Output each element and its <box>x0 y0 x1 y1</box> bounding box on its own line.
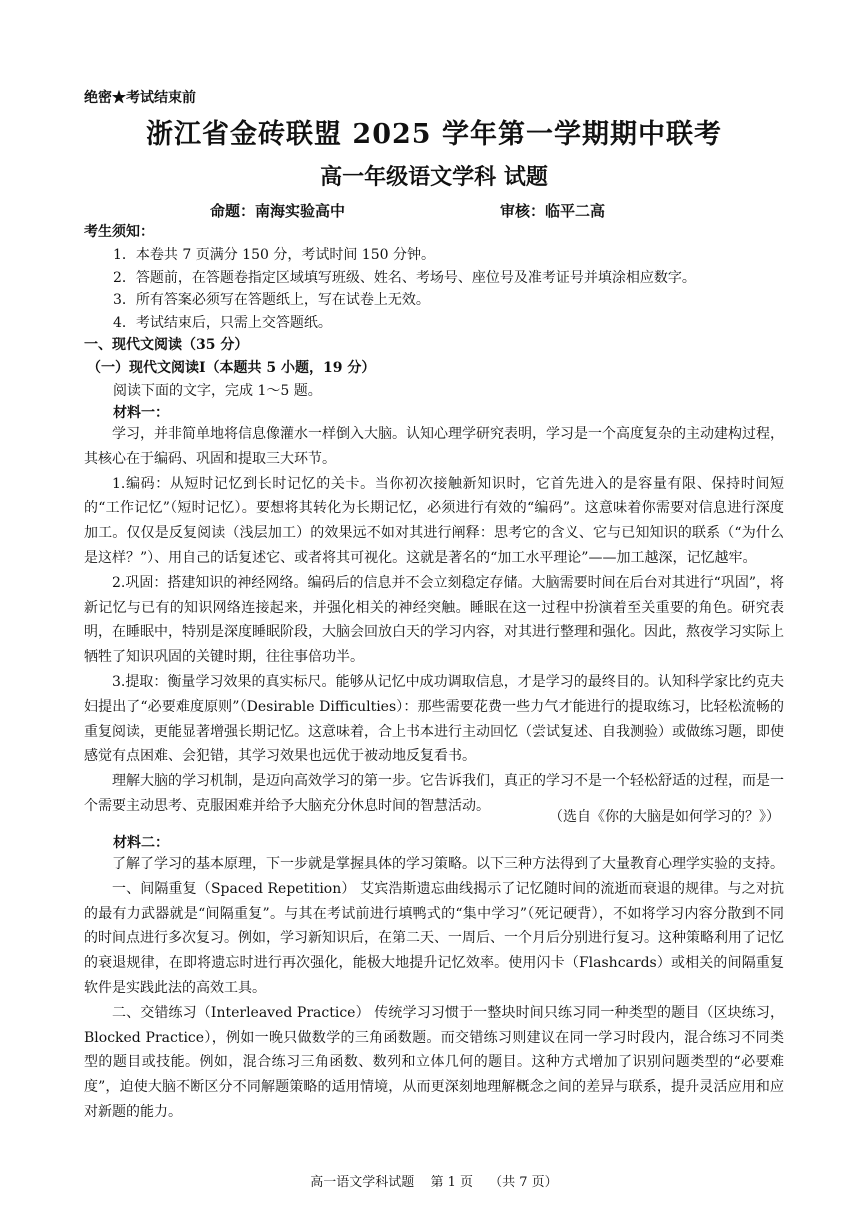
material-one-source: （选自《你的大脑是如何学习的？》） <box>549 809 780 825</box>
notice-item: 4．考试结束后，只需上交答题纸。 <box>113 314 332 331</box>
notice-item: 3．所有答案必须写在答题纸上，写在试卷上无效。 <box>113 292 430 308</box>
secret-label: 绝密★考试结束前 <box>84 90 196 106</box>
notice-list <box>113 244 696 334</box>
author-reviewer: 审核：临平二高 <box>500 202 606 220</box>
page-footer <box>0 1171 868 1190</box>
notice-item: 2．答题前，在答题卷指定区域填写班级、姓名、考场号、座位号及准考证号并填涂相应数字。 <box>113 269 696 286</box>
paragraph: 1.编码：从短时记忆到长时记忆的关卡。当你初次接触新知识时，它首先进入的是容量有限、保持时间短的“工作记忆”（短时记忆）。要想将其转化为长期记忆，必须进行有效的“编码”。这意味着你需要对信息进行深度加工。仅仅是反复阅读（浅层加工）的效果远不如对其进行阐释：思考它的含义、它与已知知识的联系（“为什么是这样？”）、用自己的话复述它、或者将其可视化。这就是著名的“加工水平理论”——加工越深，记忆越牢。 <box>84 475 784 566</box>
footer-page-number: 第 1 页 <box>430 1175 473 1190</box>
paragraph: 3.提取：衡量学习效果的真实标尺。能够从记忆中成功调取信息，才是学习的最终目的。认知科学家比约克夫妇提出了“必要难度原则”（Desirable Difficulties）：那些需要花费一些力气才能进行的提取练习，比轻松流畅的重复阅读，更能显著增强长期记忆。这意味着，合上书本进行主动回忆（尝试复述、自我测验）或做练习题，即使感觉有点困难、会犯错，其学习效果也远优于被动地反复看书。 <box>84 673 784 765</box>
exam-subtitle: 高一年级语文学科 试题 <box>320 165 548 190</box>
paragraph: 理解大脑的学习机制，是迈向高效学习的第一步。它告诉我们，真正的学习不是一个轻松舒适的过程，而是一个需要主动思考、克服困难并给予大脑充分休息时间的智慧活动。 <box>84 773 784 814</box>
material-one-heading: 材料一： <box>113 405 169 421</box>
paragraph: 二、交错练习（Interleaved Practice） 传统学习习惯于一整块时间只练习同一种类型的题目（区块练习，Blocked Practice），例如一晚只做数学的三角函数题。而交错练习则建议在同一学习时段内，混合练习不同类型的题目或技能。例如，混合练习三角函数、数列和立体几何的题目。这种方式增加了识别问题类型的“必要难度”，迫使大脑不断区分不同解题策略的适用情境，从而更深刻地理解概念之间的差异与联系，提升灵活应用和应对新题的能力。 <box>84 1004 784 1120</box>
material-two-body <box>84 852 784 1125</box>
author-proposer: 命题：南海实验高中 <box>210 202 346 220</box>
notice-item: 1．本卷共 7 页满分 150 分，考试时间 150 分钟。 <box>113 247 435 263</box>
material-one-body <box>84 422 784 819</box>
exam-title: 浙江省金砖联盟 2025 学年第一学期期中联考 <box>146 119 722 150</box>
footer-page-total: （共 7 页） <box>489 1175 558 1190</box>
section-heading: 一、现代文阅读（35 分） <box>84 337 249 353</box>
footer-subject: 高一语文学科试题 <box>310 1175 415 1190</box>
subsection-heading: （一）现代文阅读Ⅰ（本题共 5 小题，19 分） <box>87 360 376 376</box>
paragraph: 2.巩固：搭建知识的神经网络。编码后的信息并不会立刻稳定存储。大脑需要时间在后台对其进行“巩固”，将新记忆与已有的知识网络连接起来，并强化相关的神经突触。睡眠在这一过程中扮演着至关重要的角色。研究表明，在睡眠中，特别是深度睡眠阶段，大脑会回放白天的学习内容，对其进行整理和强化。因此，熬夜学习实际上牺牲了知识巩固的关键时期，往往事倍功半。 <box>84 574 784 666</box>
reading-instruction: 阅读下面的文字，完成 1～5 题。 <box>113 383 322 399</box>
paragraph: 学习，并非简单地将信息像灌水一样倒入大脑。认知心理学研究表明，学习是一个高度复杂的主动建构过程，其核心在于编码、巩固和提取三大环节。 <box>84 426 784 467</box>
notice-heading: 考生须知： <box>84 224 154 240</box>
paragraph: 了解了学习的基本原理，下一步就是掌握具体的学习策略。以下三种方法得到了大量教育心理学实验的支持。 <box>112 856 784 872</box>
material-two-heading: 材料二： <box>113 835 169 851</box>
paragraph: 一、间隔重复（Spaced Repetition） 艾宾浩斯遗忘曲线揭示了记忆随时间的流逝而衰退的规律。与之对抗的最有力武器就是“间隔重复”。与其在考试前进行填鸭式的“集中学习”（死记硬背），不如将学习内容分散到不同的时间点进行多次复习。例如，学习新知识后，在第二天、一周后、一个月后分别进行复习。这种策略利用了记忆的衰退规律，在即将遗忘时进行再次强化，能极大地提升记忆效率。使用闪卡（Flashcards）或相关的间隔重复软件是实践此法的高效工具。 <box>84 880 784 996</box>
